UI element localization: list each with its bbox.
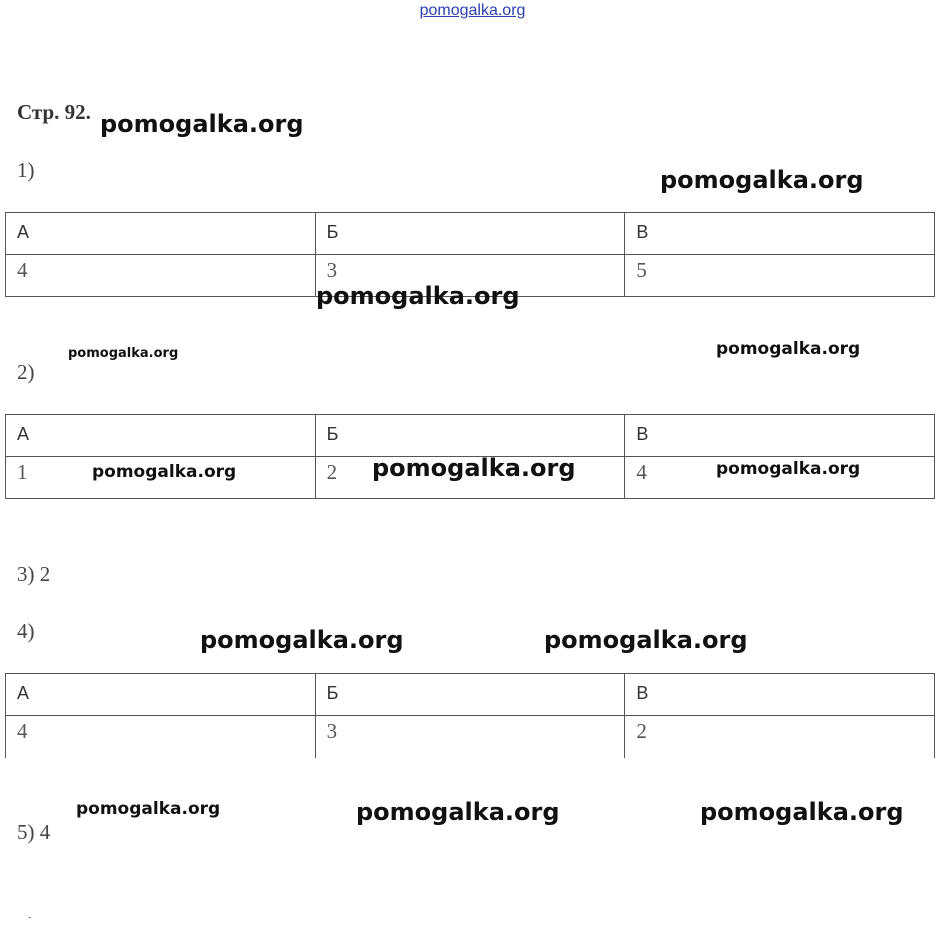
watermark: pomogalka.org xyxy=(716,459,861,479)
watermark: pomogalka.org xyxy=(356,798,560,826)
section-1-label: 1) xyxy=(17,158,35,182)
page-title: Стр. 92. xyxy=(17,100,91,124)
column-header: Б xyxy=(315,415,625,457)
watermark: pomogalka.org xyxy=(68,346,179,361)
table-cell: 3 xyxy=(315,716,625,758)
table-cell: 4 xyxy=(6,255,316,297)
column-header: В xyxy=(625,415,935,457)
table-header-row xyxy=(6,213,935,255)
watermark: pomogalka.org xyxy=(200,626,404,654)
watermark: pomogalka.org xyxy=(716,339,861,359)
table-header-row xyxy=(6,674,935,716)
answer-table-4 xyxy=(5,673,935,758)
watermark: pomogalka.org xyxy=(316,282,520,310)
watermark: pomogalka.org xyxy=(76,799,221,819)
section-5-label: 5) 4 xyxy=(17,820,51,844)
site-link[interactable]: pomogalka.org xyxy=(419,2,526,19)
column-header: В xyxy=(625,674,935,716)
watermark: pomogalka.org xyxy=(544,626,748,654)
footer-mark: - xyxy=(28,912,32,923)
column-header: В xyxy=(625,213,935,255)
table-cell: 2 xyxy=(625,716,935,758)
column-header: А xyxy=(6,213,316,255)
watermark: pomogalka.org xyxy=(660,166,864,194)
section-3-label: 3) 2 xyxy=(17,562,51,586)
table-cell: 5 xyxy=(625,255,935,297)
table-cell: 1 xyxy=(6,457,316,499)
watermark: pomogalka.org xyxy=(372,454,576,482)
column-header: Б xyxy=(315,213,625,255)
watermark: pomogalka.org xyxy=(700,798,904,826)
section-2-label: 2) xyxy=(17,360,35,384)
section-4-label: 4) xyxy=(17,619,35,643)
table-cell: 4 xyxy=(625,457,935,499)
table-cell: 3 xyxy=(315,255,625,297)
column-header: А xyxy=(6,415,316,457)
watermark: pomogalka.org xyxy=(92,462,237,482)
table-cell: 2 xyxy=(315,457,625,499)
table-cell: 4 xyxy=(6,716,316,758)
watermark: pomogalka.org xyxy=(100,110,304,138)
column-header: Б xyxy=(315,674,625,716)
table-row xyxy=(6,716,935,758)
table-header-row xyxy=(6,415,935,457)
column-header: А xyxy=(6,674,316,716)
